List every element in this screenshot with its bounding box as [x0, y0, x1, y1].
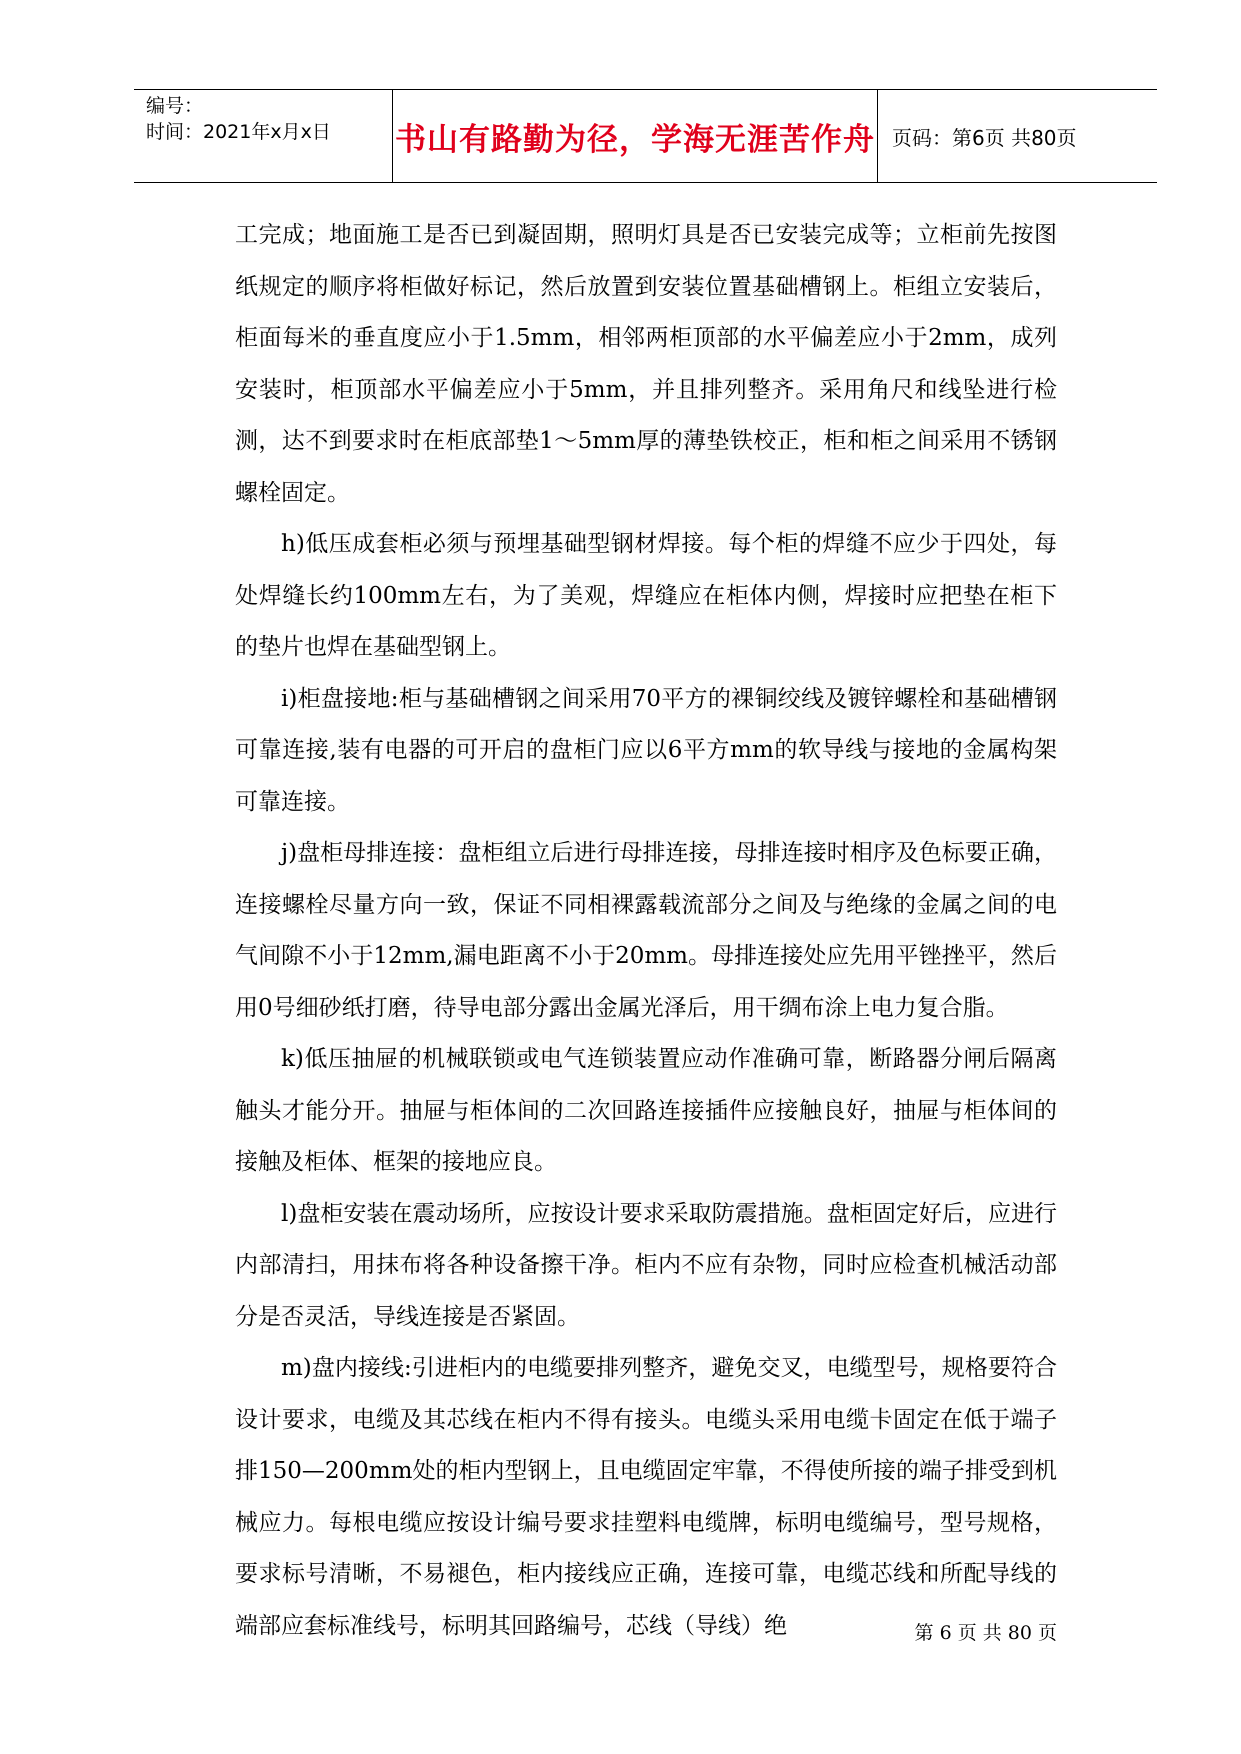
- body-paragraph: i)柜盘接地:柜与基础槽钢之间采用70平方的裸铜绞线及镀锌螺栓和基础槽钢可靠连接,装有电器的可开启的盘柜门应以6平方mm的软导线与接地的金属构架可靠连接。: [235, 685, 1057, 815]
- header-page-info: 页码：第6页 共80页: [892, 125, 1077, 150]
- header-slogan-cell: [392, 90, 878, 182]
- body-paragraph: m)盘内接线:引进柜内的电缆要排列整齐，避免交叉，电缆型号，规格要符合设计要求，电缆及其芯线在柜内不得有接头。电缆头采用电缆卡固定在低于端子排150—200mm处的柜内型钢上，且电缆固定牢靠，不得使所接的端子排受到机械应力。每根电缆应按设计编号要求挂塑料电缆牌，标明电缆编号，型号规格，要求标号清晰，不易褪色，柜内接线应正确，连接可靠，电缆芯线和所配导线的端部应套标准线号，标明其回路编号，芯线（导线）绝: [235, 1355, 1057, 1639]
- document-number-label: 编号：: [146, 95, 204, 117]
- document-time-label: 时间：2021年x月x日: [146, 121, 331, 143]
- document-body: [235, 210, 1057, 1652]
- header-slogan: 书山有路勤为径，学海无涯苦作舟: [395, 121, 875, 158]
- body-paragraph: 工完成；地面施工是否已到凝固期，照明灯具是否已安装完成等；立柜前先按图纸规定的顺序将柜做好标记，然后放置到安装位置基础槽钢上。柜组立安装后，柜面每米的垂直度应小于1.5mm，相邻两柜顶部的水平偏差应小于2mm，成列安装时，柜顶部水平偏差应小于5mm，并且排列整齐。采用角尺和线坠进行检测，达不到要求时在柜底部垫1～5mm厚的薄垫铁校正，柜和柜之间采用不锈钢螺栓固定。: [235, 222, 1057, 506]
- body-paragraph: h)低压成套柜必须与预埋基础型钢材焊接。每个柜的焊缝不应少于四处，每处焊缝长约100mm左右，为了美观，焊缝应在柜体内侧，焊接时应把垫在柜下的垫片也焊在基础型钢上。: [235, 531, 1057, 660]
- page-header: [134, 89, 1157, 183]
- header-page-cell: [878, 90, 1171, 182]
- body-paragraph: k)低压抽屉的机械联锁或电气连锁装置应动作准确可靠，断路器分闸后隔离触头才能分开。抽屉与柜体间的二次回路连接插件应接触良好，抽屉与柜体间的接触及柜体、框架的接地应良。: [235, 1046, 1057, 1175]
- page-footer: 第 6 页 共 80 页: [914, 1622, 1057, 1644]
- body-paragraph: j)盘柜母排连接：盘柜组立后进行母排连接，母排连接时相序及色标要正确，连接螺栓尽量方向一致，保证不同相裸露载流部分之间及与绝缘的金属之间的电气间隙不小于12mm,漏电距离不小于20mm。母排连接处应先用平锉挫平，然后用0号细砂纸打磨，待导电部分露出金属光泽后，用干绸布涂上电力复合脂。: [235, 840, 1057, 1021]
- header-meta-cell: [134, 90, 392, 182]
- body-paragraph: l)盘柜安装在震动场所，应按设计要求采取防震措施。盘柜固定好后，应进行内部清扫，用抹布将各种设备擦干净。柜内不应有杂物，同时应检查机械活动部分是否灵活，导线连接是否紧固。: [235, 1200, 1057, 1330]
